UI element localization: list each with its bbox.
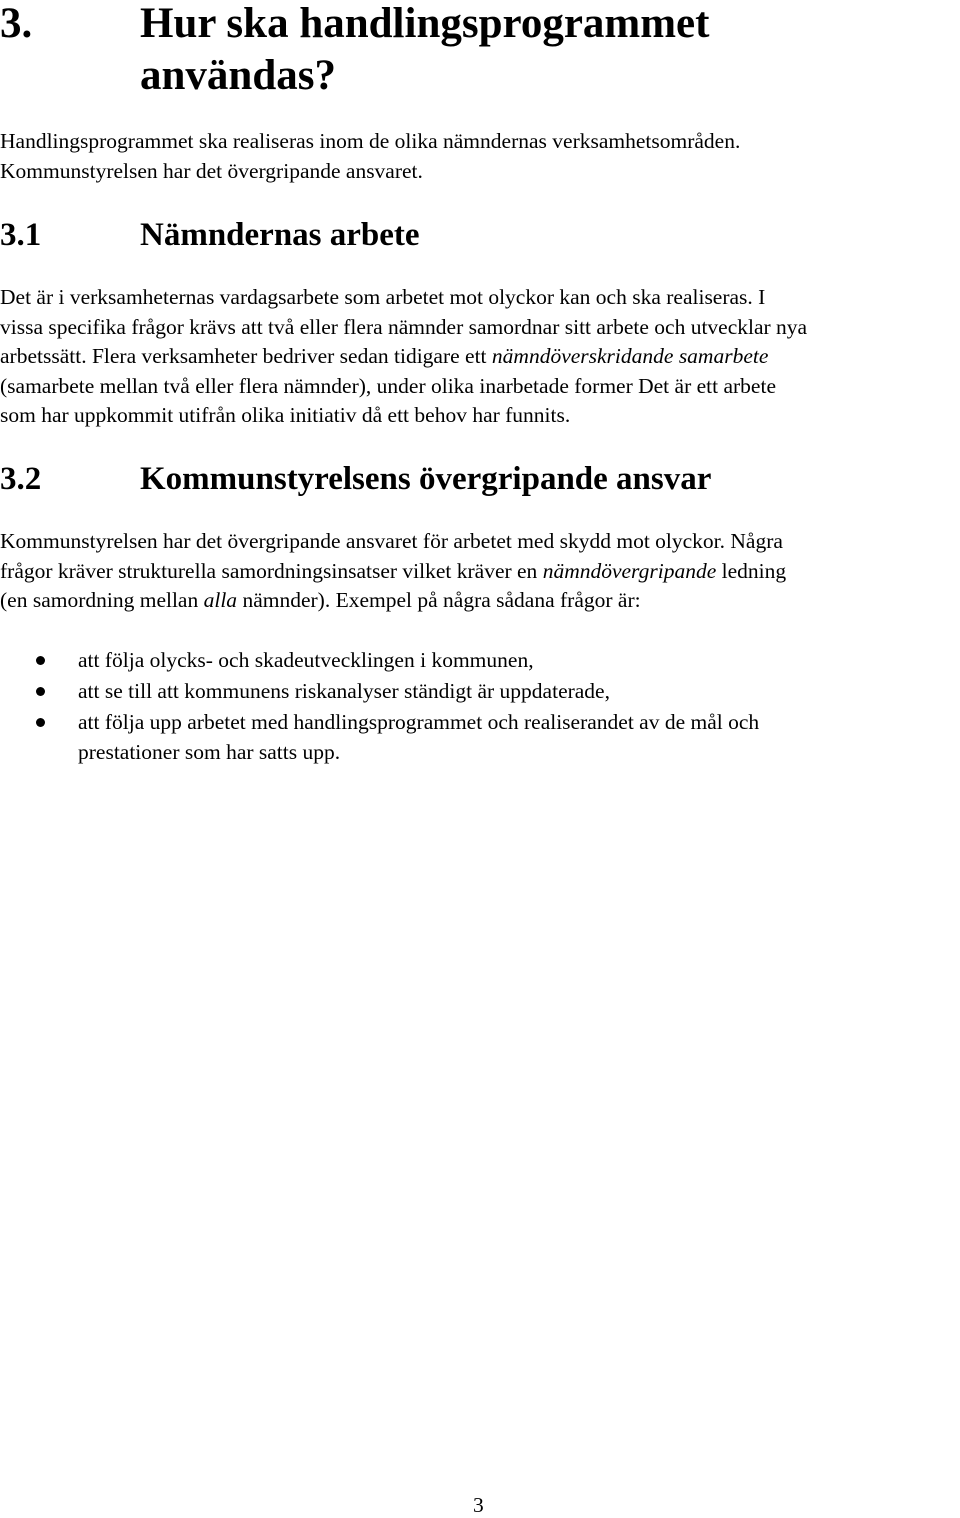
list-item-text: att se till att kommunens riskanalyser ständigt är uppdaterade, <box>78 679 610 703</box>
section-number: 3.2 <box>0 461 42 497</box>
chapter-title-line: användas? <box>140 52 336 99</box>
italic-term: alla <box>203 588 238 612</box>
paragraph-line <box>0 586 960 616</box>
paragraph-line: Kommunstyrelsen har det övergripande ansvaret för arbetet med skydd mot olyckor. Några <box>0 529 783 553</box>
paragraph-line <box>0 342 960 372</box>
bullet-icon <box>36 687 45 696</box>
section-3-2-paragraph <box>0 527 960 616</box>
intro-paragraph <box>0 127 960 186</box>
text-run: (en samordning mellan <box>0 588 204 612</box>
list-item-text: prestationer som har satts upp. <box>78 740 341 764</box>
paragraph-line: Kommunstyrelsen har det övergripande ansvaret. <box>0 158 423 183</box>
paragraph-line: (samarbete mellan två eller flera nämnder), under olika inarbetade former Det är ett arbete <box>0 373 776 398</box>
section-number: 3.1 <box>0 217 42 253</box>
paragraph-line: Handlingsprogrammet ska realiseras inom de olika nämndernas verksamhetsområden. <box>0 129 741 153</box>
italic-term: nämndöverskridande samarbete <box>491 344 769 368</box>
italic-term: nämndövergripande <box>542 558 717 583</box>
text-run: frågor kräver strukturella samordningsinsatser vilket kräver en <box>0 558 543 583</box>
bullet-list <box>0 645 960 767</box>
section-title: Kommunstyrelsens övergripande ansvar <box>140 461 712 497</box>
list-item <box>0 676 960 706</box>
page-number-text: 3 <box>473 1493 484 1517</box>
text-run: arbetssätt. Flera verksamheter bedriver sedan tidigare ett <box>0 344 492 368</box>
paragraph-line: Det är i verksamheternas vardagsarbete som arbetet mot olyckor kan och ska realiseras. I <box>0 285 766 309</box>
text-run: ledning <box>716 558 787 583</box>
chapter-number: 3. <box>0 0 33 47</box>
chapter-title <box>140 0 940 100</box>
paragraph-line <box>0 557 960 587</box>
list-item-text: att följa olycks- och skadeutvecklingen i kommunen, <box>78 648 534 672</box>
list-item-text: att följa upp arbetet med handlingsprogrammet och realiserandet av de mål och <box>78 710 760 734</box>
bullet-icon <box>36 718 45 727</box>
chapter-title-line: Hur ska handlingsprogrammet <box>140 0 710 47</box>
list-item <box>0 707 960 767</box>
paragraph-line: som har uppkommit utifrån olika initiativ då ett behov har funnits. <box>0 403 571 427</box>
text-run: nämnder). Exempel på några sådana frågor är: <box>237 588 641 612</box>
paragraph-line: vissa specifika frågor krävs att två eller flera nämnder samordnar sitt arbete och utvecklar nya <box>0 314 808 339</box>
list-item <box>0 645 960 675</box>
section-3-1-paragraph <box>0 283 960 431</box>
bullet-icon <box>36 656 45 665</box>
section-title: Nämndernas arbete <box>140 217 420 253</box>
